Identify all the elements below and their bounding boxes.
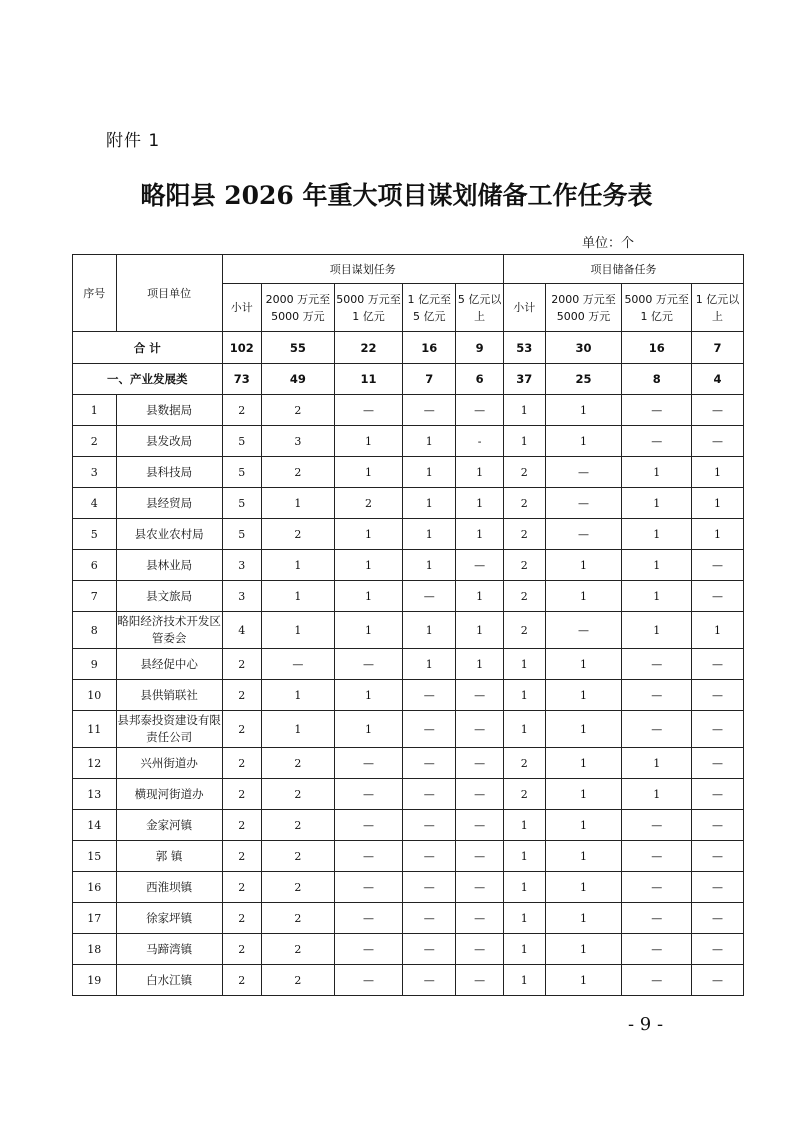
row-value: — (403, 581, 456, 612)
row-value: 2 (504, 488, 546, 519)
row-number: 10 (73, 680, 117, 711)
total-row-value: 16 (403, 332, 456, 364)
row-value: — (691, 748, 743, 779)
row-value: — (622, 649, 692, 680)
row-number: 19 (73, 965, 117, 996)
row-value: — (403, 680, 456, 711)
row-value: 1 (622, 779, 692, 810)
row-value: 1 (545, 550, 622, 581)
row-value: 1 (504, 810, 546, 841)
row-value: 1 (622, 748, 692, 779)
row-value: 2 (222, 965, 261, 996)
row-value: 1 (622, 519, 692, 550)
row-value: 1 (403, 550, 456, 581)
row-value: — (691, 581, 743, 612)
row-value: 1 (456, 457, 504, 488)
category-row-value: 7 (403, 364, 456, 395)
row-unit-name: 略阳经济技术开发区管委会 (116, 612, 222, 649)
row-value: 1 (262, 711, 335, 748)
row-value: — (622, 841, 692, 872)
row-value: 1 (504, 965, 546, 996)
row-value: — (456, 903, 504, 934)
row-number: 5 (73, 519, 117, 550)
page-title: 略阳县 2026 年重大项目谋划储备工作任务表 (140, 181, 653, 210)
row-unit-name: 马蹄湾镇 (116, 934, 222, 965)
row-value: 1 (262, 680, 335, 711)
row-unit-name: 县农业农村局 (116, 519, 222, 550)
row-value: — (403, 711, 456, 748)
row-value: — (334, 841, 403, 872)
row-value: 1 (622, 612, 692, 649)
row-value: — (334, 395, 403, 426)
row-unit-name: 县林业局 (116, 550, 222, 581)
row-number: 7 (73, 581, 117, 612)
row-value: 1 (334, 581, 403, 612)
row-unit-name: 县经促中心 (116, 649, 222, 680)
row-value: 1 (545, 581, 622, 612)
row-value: — (691, 965, 743, 996)
row-value: 2 (262, 457, 335, 488)
page-number: - 9 - (628, 1014, 664, 1035)
row-value: — (691, 903, 743, 934)
row-unit-name: 徐家坪镇 (116, 903, 222, 934)
row-value: — (334, 779, 403, 810)
total-row-value: 102 (222, 332, 261, 364)
row-value: 1 (545, 810, 622, 841)
row-value: — (403, 903, 456, 934)
row-value: 1 (262, 488, 335, 519)
table-row (73, 395, 744, 426)
row-value: 1 (504, 903, 546, 934)
category-row-value: 37 (504, 364, 546, 395)
row-value: 3 (262, 426, 335, 457)
row-value: — (545, 612, 622, 649)
row-unit-name: 县发改局 (116, 426, 222, 457)
table-row (73, 426, 744, 457)
row-value: — (691, 810, 743, 841)
header-unit: 项目单位 (116, 255, 222, 332)
table-row (73, 934, 744, 965)
row-number: 18 (73, 934, 117, 965)
row-value: — (456, 711, 504, 748)
category-row-value: 6 (456, 364, 504, 395)
row-value: 2 (504, 612, 546, 649)
category-row-value: 4 (691, 364, 743, 395)
row-value: — (691, 934, 743, 965)
table-row (73, 612, 744, 649)
row-value: 5 (222, 426, 261, 457)
row-value: — (403, 965, 456, 996)
header-seq: 序号 (73, 255, 117, 332)
row-unit-name: 县数据局 (116, 395, 222, 426)
table-row (73, 649, 744, 680)
row-unit-name: 县供销联社 (116, 680, 222, 711)
category-row-value: 25 (545, 364, 622, 395)
row-value: — (691, 872, 743, 903)
row-value: — (622, 395, 692, 426)
row-value: — (456, 680, 504, 711)
total-row-value: 7 (691, 332, 743, 364)
row-value: — (262, 649, 335, 680)
row-number: 14 (73, 810, 117, 841)
row-value: — (691, 711, 743, 748)
header-plan-2000-5000: 2000 万元至 5000 万元 (262, 284, 335, 332)
row-value: 1 (504, 872, 546, 903)
row-value: — (403, 872, 456, 903)
row-unit-name: 白水江镇 (116, 965, 222, 996)
row-value: 1 (504, 841, 546, 872)
table-row (73, 903, 744, 934)
total-row-value: 53 (504, 332, 546, 364)
table-row (73, 457, 744, 488)
row-number: 13 (73, 779, 117, 810)
row-value: 1 (545, 934, 622, 965)
row-unit-name: 金家河镇 (116, 810, 222, 841)
category-row-value: 73 (222, 364, 261, 395)
unit-note: 单位：个 (582, 236, 635, 251)
row-value: 1 (456, 612, 504, 649)
row-value: — (691, 841, 743, 872)
row-value: — (622, 426, 692, 457)
row-value: 2 (504, 581, 546, 612)
row-value: — (456, 934, 504, 965)
row-value: — (334, 872, 403, 903)
row-value: 2 (222, 748, 261, 779)
row-unit-name: 郭 镇 (116, 841, 222, 872)
row-number: 6 (73, 550, 117, 581)
row-value: 1 (504, 395, 546, 426)
table-row (73, 841, 744, 872)
row-value: 2 (334, 488, 403, 519)
row-value: 1 (262, 550, 335, 581)
row-value: 4 (222, 612, 261, 649)
row-value: 2 (222, 872, 261, 903)
row-value: 1 (334, 550, 403, 581)
row-value: 1 (403, 426, 456, 457)
row-value: 1 (334, 519, 403, 550)
row-value: 1 (545, 841, 622, 872)
row-value: — (691, 395, 743, 426)
row-number: 4 (73, 488, 117, 519)
row-value: 1 (334, 457, 403, 488)
total-row-label: 合 计 (73, 332, 223, 364)
row-value: 1 (545, 711, 622, 748)
table-row (73, 779, 744, 810)
row-value: — (456, 748, 504, 779)
row-unit-name: 西淮坝镇 (116, 872, 222, 903)
row-value: 1 (622, 457, 692, 488)
row-value: 2 (262, 903, 335, 934)
row-value: — (334, 748, 403, 779)
row-value: 1 (545, 903, 622, 934)
row-value: 1 (456, 488, 504, 519)
header-group-plan: 项目谋划任务 (222, 255, 503, 284)
row-value: — (545, 488, 622, 519)
row-unit-name: 县经贸局 (116, 488, 222, 519)
total-row-value: 55 (262, 332, 335, 364)
row-value: — (622, 872, 692, 903)
table-row (73, 581, 744, 612)
total-row-value: 16 (622, 332, 692, 364)
table-row (73, 550, 744, 581)
row-value: 2 (222, 934, 261, 965)
category-row-value: 11 (334, 364, 403, 395)
row-value: — (691, 779, 743, 810)
total-row-value: 9 (456, 332, 504, 364)
row-value: 1 (545, 965, 622, 996)
table-row (73, 680, 744, 711)
row-value: 1 (504, 426, 546, 457)
row-value: — (456, 395, 504, 426)
table-row (73, 748, 744, 779)
row-value: 1 (262, 612, 335, 649)
row-value: 2 (262, 841, 335, 872)
row-value: 1 (456, 649, 504, 680)
row-value: 1 (403, 612, 456, 649)
row-number: 15 (73, 841, 117, 872)
row-value: 2 (504, 457, 546, 488)
row-value: 1 (622, 581, 692, 612)
total-row-value: 22 (334, 332, 403, 364)
row-value: 1 (691, 488, 743, 519)
row-value: — (456, 872, 504, 903)
row-value: 2 (262, 779, 335, 810)
row-value: 1 (403, 519, 456, 550)
row-number: 17 (73, 903, 117, 934)
row-value: — (403, 395, 456, 426)
category-row-label: 一、产业发展类 (73, 364, 223, 395)
row-value: 1 (504, 934, 546, 965)
row-value: - (456, 426, 504, 457)
row-value: — (691, 550, 743, 581)
row-value: 3 (222, 550, 261, 581)
row-value: 1 (545, 680, 622, 711)
row-value: — (691, 426, 743, 457)
row-value: 1 (403, 457, 456, 488)
row-value: 1 (262, 581, 335, 612)
row-value: 1 (545, 779, 622, 810)
row-value: 1 (545, 649, 622, 680)
header-plan-subtotal: 小计 (222, 284, 261, 332)
row-value: 1 (504, 711, 546, 748)
row-unit-name: 县文旅局 (116, 581, 222, 612)
row-value: — (403, 934, 456, 965)
row-value: — (334, 810, 403, 841)
row-value: 2 (262, 965, 335, 996)
header-group-reserve: 项目储备任务 (504, 255, 744, 284)
row-value: 1 (545, 872, 622, 903)
row-value: 1 (334, 680, 403, 711)
row-value: 1 (334, 711, 403, 748)
row-value: 2 (222, 649, 261, 680)
row-value: — (456, 779, 504, 810)
total-row-value: 30 (545, 332, 622, 364)
row-value: 1 (456, 519, 504, 550)
row-value: — (334, 903, 403, 934)
row-value: 2 (222, 903, 261, 934)
row-value: 2 (222, 711, 261, 748)
header-reserve-5000-1yi: 5000 万元至 1 亿元 (622, 284, 692, 332)
row-value: 5 (222, 519, 261, 550)
row-value: 1 (545, 748, 622, 779)
row-value: 1 (691, 519, 743, 550)
row-value: 5 (222, 488, 261, 519)
table-row (73, 519, 744, 550)
row-value: — (403, 841, 456, 872)
total-row (73, 332, 744, 364)
row-value: — (622, 934, 692, 965)
row-number: 12 (73, 748, 117, 779)
row-value: 1 (334, 612, 403, 649)
row-value: 1 (691, 612, 743, 649)
row-number: 16 (73, 872, 117, 903)
table-row (73, 872, 744, 903)
header-reserve-1yi-plus: 1 亿元以上 (691, 284, 743, 332)
row-value: 2 (262, 934, 335, 965)
row-value: 3 (222, 581, 261, 612)
row-value: — (622, 965, 692, 996)
header-plan-5yi-plus: 5 亿元以上 (456, 284, 504, 332)
row-value: 1 (403, 488, 456, 519)
row-value: 2 (222, 810, 261, 841)
row-unit-name: 县科技局 (116, 457, 222, 488)
row-value: 1 (622, 550, 692, 581)
row-value: — (403, 748, 456, 779)
row-value: — (622, 711, 692, 748)
table-row (73, 965, 744, 996)
header-plan-5000-1yi: 5000 万元至 1 亿元 (334, 284, 403, 332)
row-value: 1 (691, 457, 743, 488)
row-number: 2 (73, 426, 117, 457)
row-value: 1 (545, 426, 622, 457)
table-row (73, 488, 744, 519)
row-value: 2 (262, 872, 335, 903)
row-value: 2 (504, 779, 546, 810)
row-value: 2 (222, 841, 261, 872)
row-value: 5 (222, 457, 261, 488)
header-reserve-subtotal: 小计 (504, 284, 546, 332)
row-unit-name: 兴州街道办 (116, 748, 222, 779)
row-value: — (334, 934, 403, 965)
row-value: — (334, 649, 403, 680)
row-value: 1 (334, 426, 403, 457)
row-value: — (622, 810, 692, 841)
category-row (73, 364, 744, 395)
header-plan-1yi-5yi: 1 亿元至 5 亿元 (403, 284, 456, 332)
row-value: 2 (222, 680, 261, 711)
row-value: — (456, 810, 504, 841)
row-value: 2 (262, 748, 335, 779)
row-value: 2 (504, 748, 546, 779)
category-row-value: 8 (622, 364, 692, 395)
row-value: 1 (504, 680, 546, 711)
row-value: — (403, 810, 456, 841)
row-value: 1 (456, 581, 504, 612)
row-value: — (456, 841, 504, 872)
row-value: 1 (622, 488, 692, 519)
row-value: 2 (262, 810, 335, 841)
task-table (72, 254, 744, 996)
row-value: — (691, 680, 743, 711)
row-number: 1 (73, 395, 117, 426)
row-number: 8 (73, 612, 117, 649)
row-value: 2 (504, 519, 546, 550)
table-row (73, 711, 744, 748)
row-value: 1 (403, 649, 456, 680)
row-value: — (334, 965, 403, 996)
table-body (73, 332, 744, 996)
row-value: — (622, 903, 692, 934)
row-value: — (456, 965, 504, 996)
row-number: 9 (73, 649, 117, 680)
attachment-label: 附件 1 (106, 131, 161, 151)
row-value: 2 (222, 395, 261, 426)
row-value: 1 (504, 649, 546, 680)
row-value: — (545, 519, 622, 550)
row-unit-name: 县邦泰投资建设有限责任公司 (116, 711, 222, 748)
row-value: 2 (262, 519, 335, 550)
header-reserve-2000-5000: 2000 万元至 5000 万元 (545, 284, 622, 332)
category-row-value: 49 (262, 364, 335, 395)
row-value: — (456, 550, 504, 581)
row-number: 3 (73, 457, 117, 488)
row-value: — (622, 680, 692, 711)
row-unit-name: 横现河街道办 (116, 779, 222, 810)
row-number: 11 (73, 711, 117, 748)
row-value: 1 (545, 395, 622, 426)
row-value: 2 (504, 550, 546, 581)
row-value: 2 (262, 395, 335, 426)
row-value: — (691, 649, 743, 680)
row-value: — (403, 779, 456, 810)
row-value: 2 (222, 779, 261, 810)
row-value: — (545, 457, 622, 488)
table-row (73, 810, 744, 841)
